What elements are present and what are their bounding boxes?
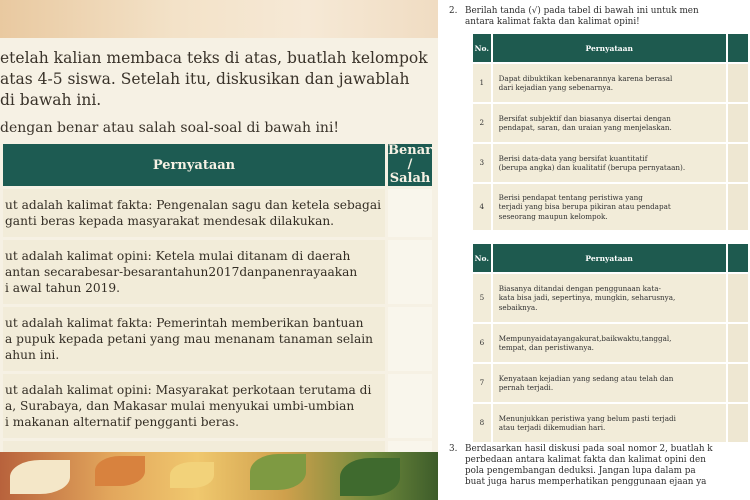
statement-line: dari kejadian yang sebenarnya. bbox=[498, 83, 614, 92]
row-number: 5 bbox=[473, 274, 491, 322]
statement-line: i makanan alternatif pengganti beras. bbox=[5, 415, 239, 429]
question-line: pola pengembangan deduksi. Jangan lupa dalam pa bbox=[465, 466, 696, 476]
table-row bbox=[473, 144, 748, 182]
no-header: No. bbox=[473, 244, 491, 272]
leaf-shape bbox=[250, 454, 306, 490]
table-row bbox=[3, 374, 432, 438]
statement-cell bbox=[3, 307, 385, 371]
check-box[interactable] bbox=[728, 64, 748, 102]
answer-box[interactable] bbox=[388, 374, 432, 438]
row-number: 1 bbox=[473, 64, 491, 102]
row-number: 2 bbox=[473, 104, 491, 142]
statement-cell bbox=[493, 144, 726, 182]
check-box[interactable] bbox=[728, 364, 748, 402]
statement-cell bbox=[493, 364, 726, 402]
check-box[interactable] bbox=[728, 404, 748, 442]
check-header bbox=[728, 34, 748, 62]
table-row bbox=[473, 104, 748, 142]
statement-header: Pernyataan bbox=[493, 34, 726, 62]
statement-line: a, Surabaya, dan Makasar mulai menyukai umbi-umbian bbox=[5, 399, 355, 413]
leaf-shape bbox=[340, 458, 400, 496]
statement-line: ahun ini. bbox=[5, 348, 60, 362]
table-row bbox=[3, 189, 432, 237]
answer-header-line: Benar / bbox=[388, 143, 432, 172]
table-row bbox=[473, 404, 748, 442]
statement-cell bbox=[493, 184, 726, 230]
row-number: 4 bbox=[473, 184, 491, 230]
statement-line: seseorang maupun kelompok. bbox=[498, 211, 608, 221]
check-box[interactable] bbox=[728, 324, 748, 362]
true-false-table bbox=[0, 141, 435, 492]
statement-line: tempat, dan peristiwanya. bbox=[498, 343, 594, 352]
book-shape bbox=[10, 460, 70, 494]
statement-cell bbox=[493, 274, 726, 322]
question-line: perbedaan antara kalimat fakta dan kalimat opini den bbox=[465, 455, 706, 465]
question-3 bbox=[449, 444, 713, 488]
question-line: antara kalimat fakta dan kalimat opini! bbox=[465, 17, 640, 27]
check-box[interactable] bbox=[728, 104, 748, 142]
statement-line: Menunjukkan peristiwa yang belum pasti terjadi bbox=[498, 413, 676, 423]
statement-header: Pernyataan bbox=[3, 144, 385, 186]
statement-cell bbox=[3, 374, 385, 438]
question-line: buat juga harus memperhatikan penggunaan ejaan ya bbox=[465, 477, 707, 487]
statement-line: ut adalah kalimat fakta: Pemerintah memberikan bantuan bbox=[5, 316, 364, 330]
statement-line: sebaiknya. bbox=[498, 302, 538, 312]
answer-header bbox=[388, 144, 432, 186]
intro-line: di bawah ini. bbox=[0, 91, 102, 109]
check-box[interactable] bbox=[728, 274, 748, 322]
statement-line: Berisi data-data yang bersifat kuantitatif bbox=[498, 153, 648, 163]
statement-line: antan secarabesar-besarantahun2017danpanenrayaakan bbox=[5, 265, 358, 279]
table-row bbox=[3, 240, 432, 304]
statement-cell bbox=[493, 64, 726, 102]
statement-line: pernah terjadi. bbox=[498, 383, 554, 392]
top-decoration bbox=[0, 0, 438, 38]
statement-line: i awal tahun 2019. bbox=[5, 281, 120, 295]
row-number: 8 bbox=[473, 404, 491, 442]
table-row bbox=[473, 274, 748, 322]
statement-line: pendapat, saran, dan uraian yang menjelaskan. bbox=[498, 123, 672, 132]
fact-opinion-table-1 bbox=[471, 32, 750, 232]
instruction-text: dengan benar atau salah soal-soal di bawah ini! bbox=[0, 120, 340, 136]
bottom-illustration bbox=[0, 452, 438, 500]
statement-line: terjadi yang bisa berupa pikiran atau pendapat bbox=[498, 202, 671, 212]
question-2 bbox=[449, 6, 699, 28]
question-number: 3. bbox=[449, 444, 458, 454]
table-row bbox=[3, 307, 432, 371]
statement-line: ut adalah kalimat opini: Ketela mulai ditanam di daerah bbox=[5, 249, 351, 263]
answer-box[interactable] bbox=[388, 240, 432, 304]
statement-line: Bersifat subjektif dan biasanya disertai dengan bbox=[498, 113, 671, 123]
no-header: No. bbox=[473, 34, 491, 62]
statement-header: Pernyataan bbox=[493, 244, 726, 272]
check-box[interactable] bbox=[728, 144, 748, 182]
question-line: Berilah tanda (√) pada tabel di bawah ini untuk men bbox=[465, 6, 699, 16]
intro-paragraph bbox=[0, 48, 432, 111]
statement-line: ut adalah kalimat opini: Masyarakat perkotaan terutama di bbox=[5, 383, 372, 397]
right-page bbox=[441, 0, 750, 500]
row-number: 7 bbox=[473, 364, 491, 402]
statement-line: kata bisa jadi, sepertinya, mungkin, seharusnya, bbox=[498, 293, 676, 303]
table-row bbox=[473, 64, 748, 102]
row-number: 3 bbox=[473, 144, 491, 182]
statement-line: a pupuk kepada petani yang mau menanam tanaman selain bbox=[5, 332, 373, 346]
statement-line: (berupa angka) dan kualitatif (berupa pernyataan). bbox=[498, 163, 686, 172]
answer-box[interactable] bbox=[388, 189, 432, 237]
statement-line: Kenyataan kejadian yang sedang atau telah dan bbox=[498, 373, 674, 383]
statement-line: Biasanya ditandai dengan penggunaan kata- bbox=[498, 283, 661, 293]
check-box[interactable] bbox=[728, 184, 748, 230]
statement-line: Dapat dibuktikan kebenarannya karena berasal bbox=[498, 73, 673, 83]
intro-line: etelah kalian membaca teks di atas, buatlah kelompok bbox=[0, 49, 428, 67]
table-row bbox=[473, 364, 748, 402]
statement-cell bbox=[493, 404, 726, 442]
statement-line: atau terjadi dikemudian hari. bbox=[498, 423, 606, 432]
statement-cell bbox=[3, 189, 385, 237]
leaf-shape bbox=[95, 456, 145, 486]
question-number: 2. bbox=[449, 6, 458, 16]
statement-cell bbox=[493, 104, 726, 142]
statement-cell bbox=[493, 324, 726, 362]
check-header bbox=[728, 244, 748, 272]
statement-line: ut adalah kalimat fakta: Pengenalan sagu dan ketela sebagai bbox=[5, 198, 382, 212]
row-number: 6 bbox=[473, 324, 491, 362]
fact-opinion-table-2 bbox=[471, 242, 750, 444]
answer-header-line: Salah bbox=[389, 171, 431, 186]
statement-cell bbox=[3, 240, 385, 304]
answer-box[interactable] bbox=[388, 307, 432, 371]
statement-line: Berisi pendapat tentang peristiwa yang bbox=[498, 192, 643, 202]
table-row bbox=[473, 184, 748, 230]
intro-line: atas 4-5 siswa. Setelah itu, diskusikan dan jawablah bbox=[0, 70, 410, 88]
statement-line: ganti beras kepada masyarakat mendesak dilakukan. bbox=[5, 214, 335, 228]
leaf-shape bbox=[170, 462, 214, 488]
table-row bbox=[473, 324, 748, 362]
statement-line: Mempunyaidatayangakurat,baikwaktu,tanggal, bbox=[498, 333, 672, 343]
question-line: Berdasarkan hasil diskusi pada soal nomor 2, buatlah k bbox=[465, 444, 713, 454]
